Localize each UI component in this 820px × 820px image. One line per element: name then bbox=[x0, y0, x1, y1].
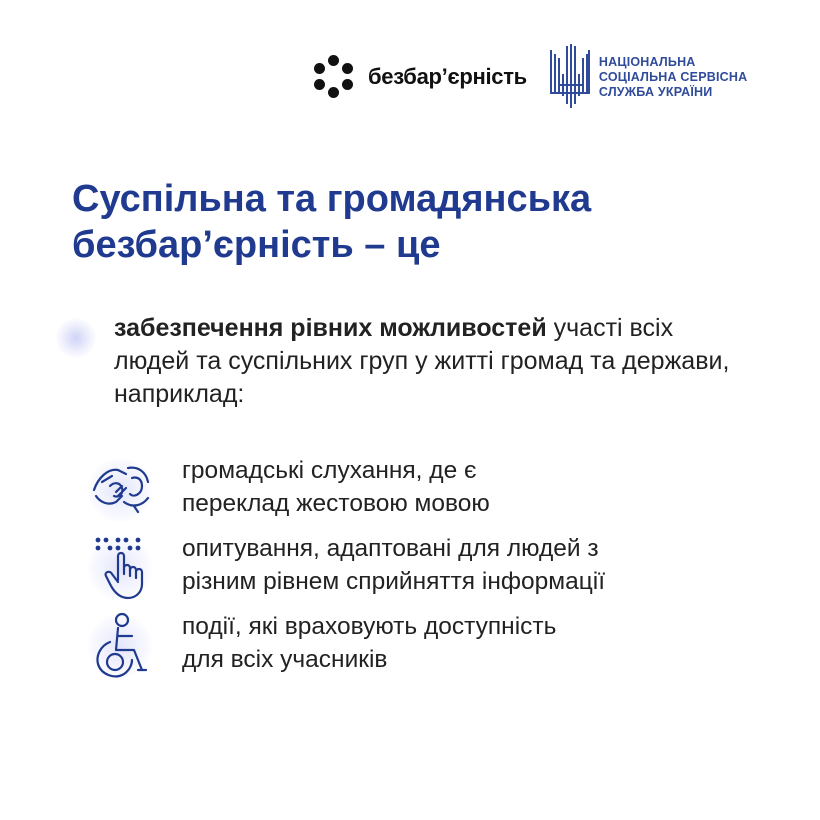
bezbarernist-logo bbox=[312, 55, 527, 99]
intro-rest: участі всіх людей та суспільних груп у житті громад та держави, наприклад: bbox=[114, 314, 730, 408]
brand-name: безбар’єрність bbox=[368, 64, 527, 89]
sign-language-icon bbox=[88, 456, 154, 516]
list-item bbox=[80, 530, 780, 608]
examples-list bbox=[80, 452, 780, 686]
braille-hand-icon bbox=[88, 534, 154, 600]
item-text: події, які враховують доступність для всіх учасників bbox=[182, 613, 557, 673]
item-text: громадські слухання, де є переклад жестовою мовою bbox=[182, 457, 490, 517]
wheelchair-icon bbox=[88, 612, 154, 682]
list-item bbox=[80, 452, 780, 530]
trident-icon bbox=[549, 44, 591, 110]
header bbox=[312, 44, 747, 110]
agency-name: НАЦІОНАЛЬНА СОЦІАЛЬНА СЕРВІСНА СЛУЖБА УКРАЇНИ bbox=[598, 54, 748, 99]
item-text: опитування, адаптовані для людей з різним рівнем сприйняття інформації bbox=[182, 535, 606, 595]
dots-flower-icon bbox=[312, 55, 356, 99]
agency-logo bbox=[549, 44, 747, 110]
page-title: Суспільна та громадянська безбар’єрність – це bbox=[72, 178, 592, 266]
intro-text bbox=[114, 312, 754, 411]
glow-dot bbox=[56, 318, 96, 358]
intro-bold: забезпечення рівних можливостей bbox=[114, 314, 547, 342]
list-item bbox=[80, 608, 780, 686]
